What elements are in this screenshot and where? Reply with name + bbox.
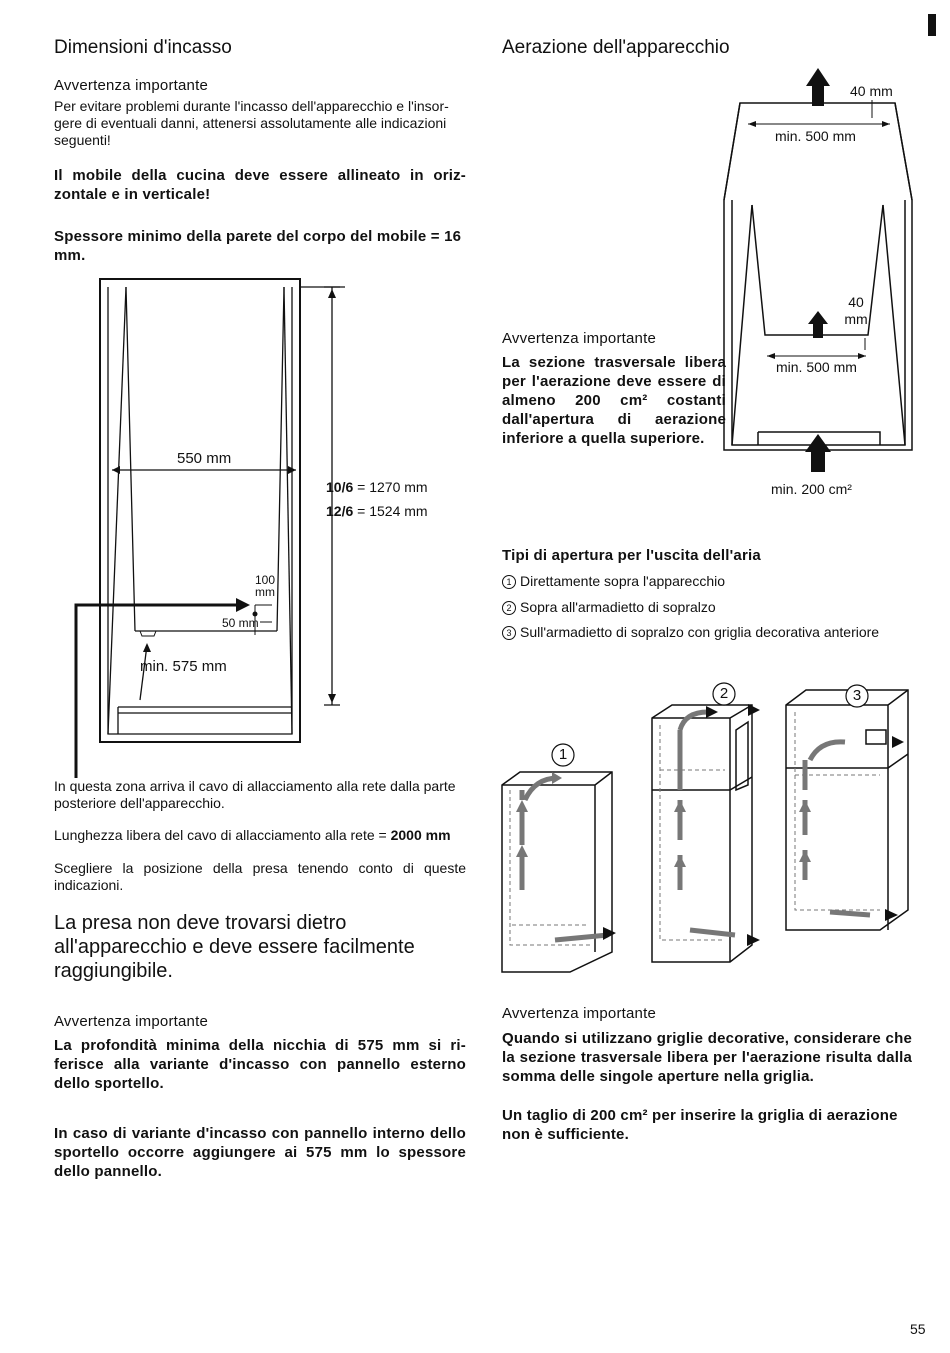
opening-type-1-number: 1 <box>502 575 516 589</box>
left-section-title: Dimensioni d'incasso <box>54 37 232 58</box>
niche-depth-label: min. 575 mm <box>140 658 227 675</box>
left-bold-thickness: Spessore minimo della parete del corpo del mobile = 16 mm. <box>54 228 462 264</box>
right-warning2-grille: Quando si utilizzano griglie decorative, considerare che la sezione trasversale libera per l'aerazione risulta dalla somma delle singole aperture nella griglia. <box>502 1030 912 1085</box>
niche-width-label: 550 mm <box>177 450 232 467</box>
opening-type-1-text: Direttamente sopra l'apparecchio <box>520 573 726 589</box>
variant-2-cabinet <box>652 705 752 962</box>
opening-type-3-number: 3 <box>502 626 516 640</box>
opening-type-2-text: Sopra all'armadietto di sopralzo <box>520 599 716 615</box>
cable-length-label: Lunghezza libera del cavo di allacciamento alla rete = <box>54 827 391 843</box>
page-number: 55 <box>910 1321 926 1337</box>
vent-bottom-area: min. 200 cm² <box>771 481 852 497</box>
niche-small-label: 50 mm <box>222 616 259 630</box>
opening-types-heading: Tipi di apertura per l'uscita dell'aria <box>502 547 761 564</box>
right-section-title: Aerazione dell'apparecchio <box>502 37 730 58</box>
right-warning2-heading: Avvertenza importante <box>502 1005 657 1022</box>
right-warning2-cutout: Un taglio di 200 cm² per inserire la griglia di aerazione non è sufficiente. <box>502 1107 898 1143</box>
vent-mid-gap: 40 mm <box>844 294 868 327</box>
niche-gap-label: 100 mm <box>254 573 276 599</box>
left-warning-text: Per evitare problemi durante l'incasso dell'apparecchio e l'insor-gere di eventuali danni, attenersi assolutamente alle indicazioni seguenti! <box>54 98 449 148</box>
socket-warning-large: La presa non deve trovarsi dietro all'apparecchio e deve essere facilmente raggiungibile. <box>54 912 415 982</box>
left-warning2-panel: In caso di variante d'incasso con pannello interno dello sportello occorre aggiungere ai 575 mm lo spessore dello pannello. <box>54 1125 466 1180</box>
left-warning-heading: Avvertenza importante <box>54 77 209 94</box>
niche-height-1-model: 10/6 <box>326 479 354 495</box>
opening-type-2-number: 2 <box>502 601 516 615</box>
vent-top-width: min. 500 mm <box>775 128 856 144</box>
right-warning-heading: Avvertenza importante <box>502 330 657 347</box>
left-warning2-heading: Avvertenza importante <box>54 1013 209 1030</box>
niche-height-2-model: 12/6 <box>326 503 354 519</box>
cable-zone-text: In questa zona arriva il cavo di allacciamento alla rete dalla parte posteriore dell'apparecchio. <box>54 778 456 811</box>
left-warning2-depth: La profondità minima della nicchia di 575 mm si ri-ferisce alla variante d'incasso con pannello esterno dello sportello. <box>54 1037 466 1092</box>
variant-3-number: 3 <box>852 687 862 704</box>
cable-length-value: 2000 mm <box>390 827 451 843</box>
niche-height-1-value: = 1270 mm <box>353 479 428 495</box>
left-bold-level: Il mobile della cucina deve essere allineato in oriz-zontale e in verticale! <box>54 167 466 203</box>
right-warning-text: La sezione trasversale libera per l'aerazione deve essere di almeno 200 cm² costanti dall'apertura di aerazione inferiore a quella superiore. <box>502 354 726 447</box>
variant-2-number: 2 <box>719 685 729 702</box>
vent-top-gap: 40 mm <box>850 83 893 99</box>
opening-type-3-text: Sull'armadietto di sopralzo con griglia decorativa anteriore <box>520 624 880 640</box>
vent-mid-width: min. 500 mm <box>776 359 857 375</box>
socket-position-text: Scegliere la posizione della presa tenendo conto di queste indicazioni. <box>54 860 466 893</box>
niche-height-2-value: = 1524 mm <box>353 503 428 519</box>
variant-1-number: 1 <box>558 746 568 763</box>
